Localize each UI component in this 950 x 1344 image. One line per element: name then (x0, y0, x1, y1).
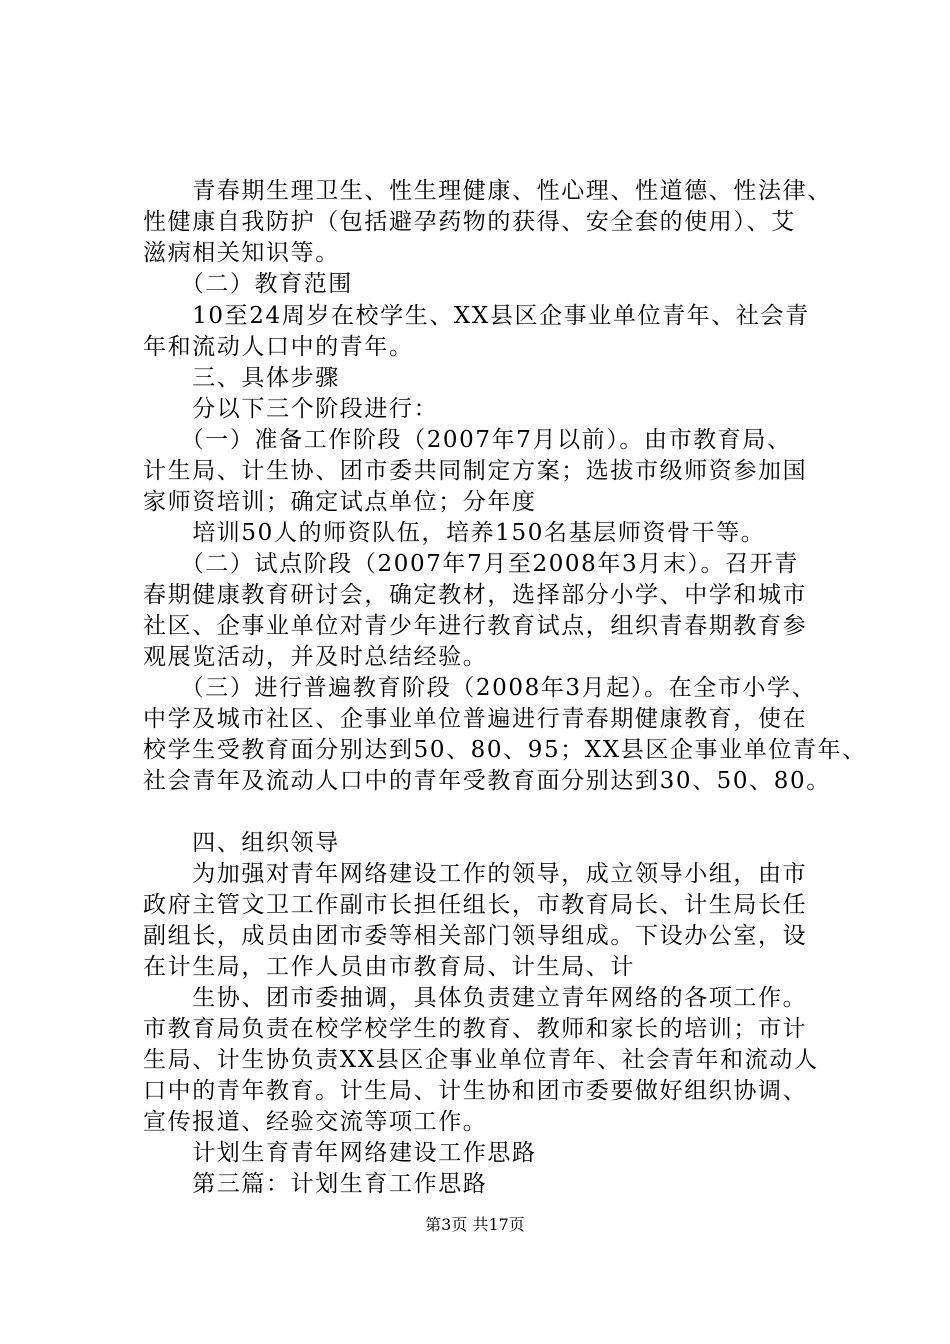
section-heading: （二）教育范围 (143, 271, 353, 297)
text-line: 政府主管文卫工作副市长担任组长，市教育局长、计生局长任 (143, 892, 808, 918)
text-line: 10至24周岁在校学生、XX县区企事业单位青年、社会青 (143, 303, 810, 329)
text-line: 校学生受教育面分别达到50、80、95；XX县区企事业单位青年、 (143, 737, 867, 763)
text-line: 为加强对青年网络建设工作的领导，成立领导小组，由市 (143, 861, 808, 887)
text-line: 滋病相关知识等。 (143, 240, 340, 266)
text-line: 在计生局，工作人员由市教育局、计生局、计 (143, 954, 635, 980)
text-line: 年和流动人口中的青年。 (143, 334, 414, 360)
text-line: （一）准备工作阶段（2007年7月以前）。由市教育局、 (143, 427, 792, 453)
text-line: （三）进行普遍教育阶段（2008年3月起）。在全市小学、 (143, 675, 817, 701)
text-line: 生协、团市委抽调，具体负责建立青年网络的各项工作。 (143, 985, 808, 1011)
text-line: 副组长，成员由团市委等相关部门领导组成。下设办公室，设 (143, 923, 808, 949)
text-line: 社会青年及流动人口中的青年受教育面分别达到30、50、80。 (143, 768, 831, 794)
text-line: （二）试点阶段（2007年7月至2008年3月末）。召开青 (143, 551, 799, 577)
text-line: 观展览活动，并及时总结经验。 (143, 644, 488, 670)
text-line: 市教育局负责在校学校学生的教育、教师和家长的培训；市计 (143, 1016, 808, 1042)
text-line: 中学及城市社区、企事业单位普遍进行青春期健康教育，使在 (143, 706, 808, 732)
text-line: 青春期生理卫生、性生理健康、性心理、性道德、性法律、 (143, 178, 832, 204)
text-line: 宣传报道、经验交流等项工作。 (143, 1109, 488, 1135)
text-line: 计划生育青年网络建设工作思路 (143, 1140, 537, 1166)
text-line: 分以下三个阶段进行： (143, 396, 439, 422)
text-line: 性健康自我防护（包括避孕药物的获得、安全套的使用）、艾 (143, 209, 796, 235)
text-line: 生局、计生协负责XX县区企事业单位青年、社会青年和流动人 (143, 1047, 819, 1073)
text-line: 春期健康教育研讨会，确定教材，选择部分小学、中学和城市 (143, 582, 808, 608)
text-line: 社区、企事业单位对青少年进行教育试点，组织青春期教育参 (143, 613, 808, 639)
page-number-footer: 第3页 共17页 (425, 1215, 525, 1234)
text-line: 第三篇：计划生育工作思路 (143, 1171, 488, 1197)
text-line: 家师资培训；确定试点单位；分年度 (143, 489, 537, 515)
section-heading: 三、具体步骤 (143, 365, 340, 391)
section-heading: 四、组织领导 (143, 830, 340, 856)
text-line: 口中的青年教育。计生局、计生协和团市委要做好组织协调、 (143, 1078, 808, 1104)
text-line: 计生局、计生协、团市委共同制定方案；选拔市级师资参加国 (143, 458, 808, 484)
text-line: 培训50人的师资队伍，培养150名基层师资骨干等。 (143, 520, 766, 546)
